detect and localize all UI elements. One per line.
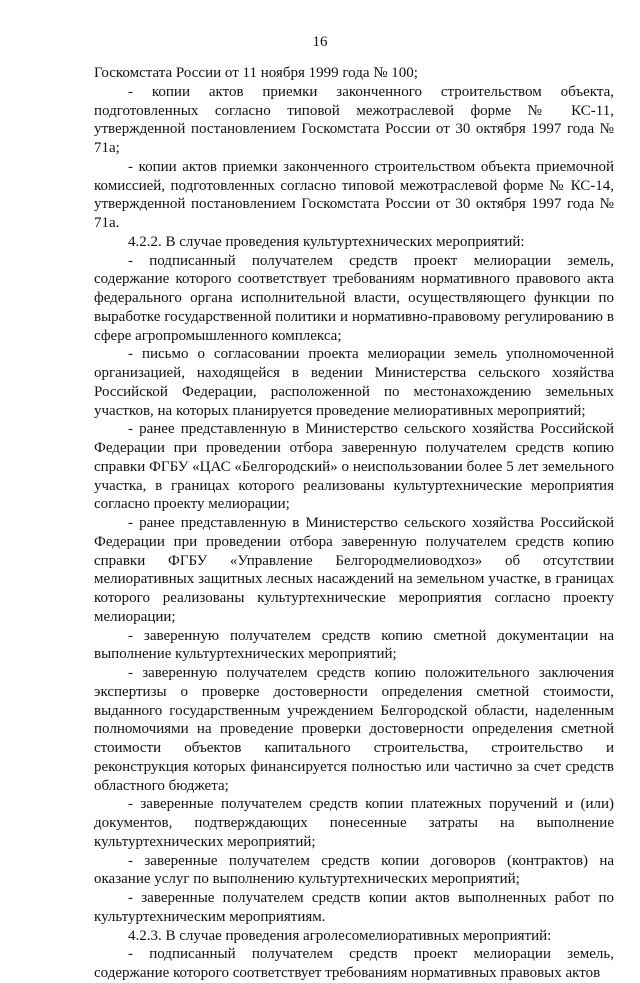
paragraph: - заверенные получателем средств копии актов выполненных работ по культуртехническим мероприятиям. [94,890,614,925]
page-number: 16 [312,34,328,50]
paragraph: - копии актов приемки законченного строительством объекта, подготовленных согласно типовой межотраслевой форме № КС-11, утвержденной постановлением Госкомстата России от 30 октября 1997 года № 71а; [94,83,614,156]
paragraph: - заверенные получателем средств копии платежных поручений и (или) документов, подтверждающих понесенные затраты на выполнение культуртехнических мероприятий; [94,796,614,850]
paragraph: Госкомстата России от 11 ноября 1999 года № 100; [94,65,418,81]
paragraph: - копии актов приемки законченного строительством объекта приемочной комиссией, подготовленных согласно типовой межотраслевой форме № КС-14, утвержденной постановлением Госкомстата России от 30 октября 1997 года № 71а. [94,158,614,231]
document-body [94,64,614,983]
paragraph: - подписанный получателем средств проект мелиорации земель, содержание которого соответствует требованиям нормативных правовых актов [94,946,614,981]
paragraph: - заверенную получателем средств копию положительного заключения экспертизы о проверке достоверности определения сметной стоимости, выданного государственным учреждением Белгородской области, наделенным полномочиями на проведение проверки достоверности определения сметной стоимости объектов капитального строительства, строительство и реконструкция которых финансируется полностью или частично за счет средств областного бюджета; [94,665,614,794]
section-heading: 4.2.3. В случае проведения агролесомелиоративных мероприятий: [128,927,552,944]
paragraph: - заверенные получателем средств копии договоров (контрактов) на оказание услуг по выполнению культуртехнических мероприятий; [94,852,614,888]
paragraph: - ранее представленную в Министерство сельского хозяйства Российской Федерации при проведении отбора заверенную получателем средств копию справки ФГБУ «Управление Белгородмелиоводхоз» об отсутствии мелиоративных защитных лесных насаждений на земельном участке, в границах которого реализованы культуртехнические мероприятия согласно проекту мелиорации; [94,515,614,625]
paragraph: - письмо о согласовании проекта мелиорации земель уполномоченной организацией, находящейся в ведении Министерства сельского хозяйства Российской Федерации, расположенной по местонахождению земельных участков, на которых планируется проведение мелиоративных мероприятий; [94,346,614,419]
section-heading: 4.2.2. В случае проведения культуртехнических мероприятий: [128,233,525,250]
paragraph: - заверенную получателем средств копию сметной документации на выполнение культуртехнических мероприятий; [94,627,614,663]
paragraph: - ранее представленную в Министерство сельского хозяйства Российской Федерации при проведении отбора заверенную получателем средств копию справки ФГБУ «ЦАС «Белгородский» о неиспользовании более 5 лет земельного участка, в границах которого реализованы культуртехнические мероприятия согласно проекту мелиорации; [94,421,614,513]
paragraph: - подписанный получателем средств проект мелиорации земель, содержание которого соответствует требованиям нормативного правового акта федерального органа исполнительной власти, осуществляющего функции по выработке государственной политики и нормативно-правовому регулированию в сфере агропромышленного комплекса; [94,252,614,344]
